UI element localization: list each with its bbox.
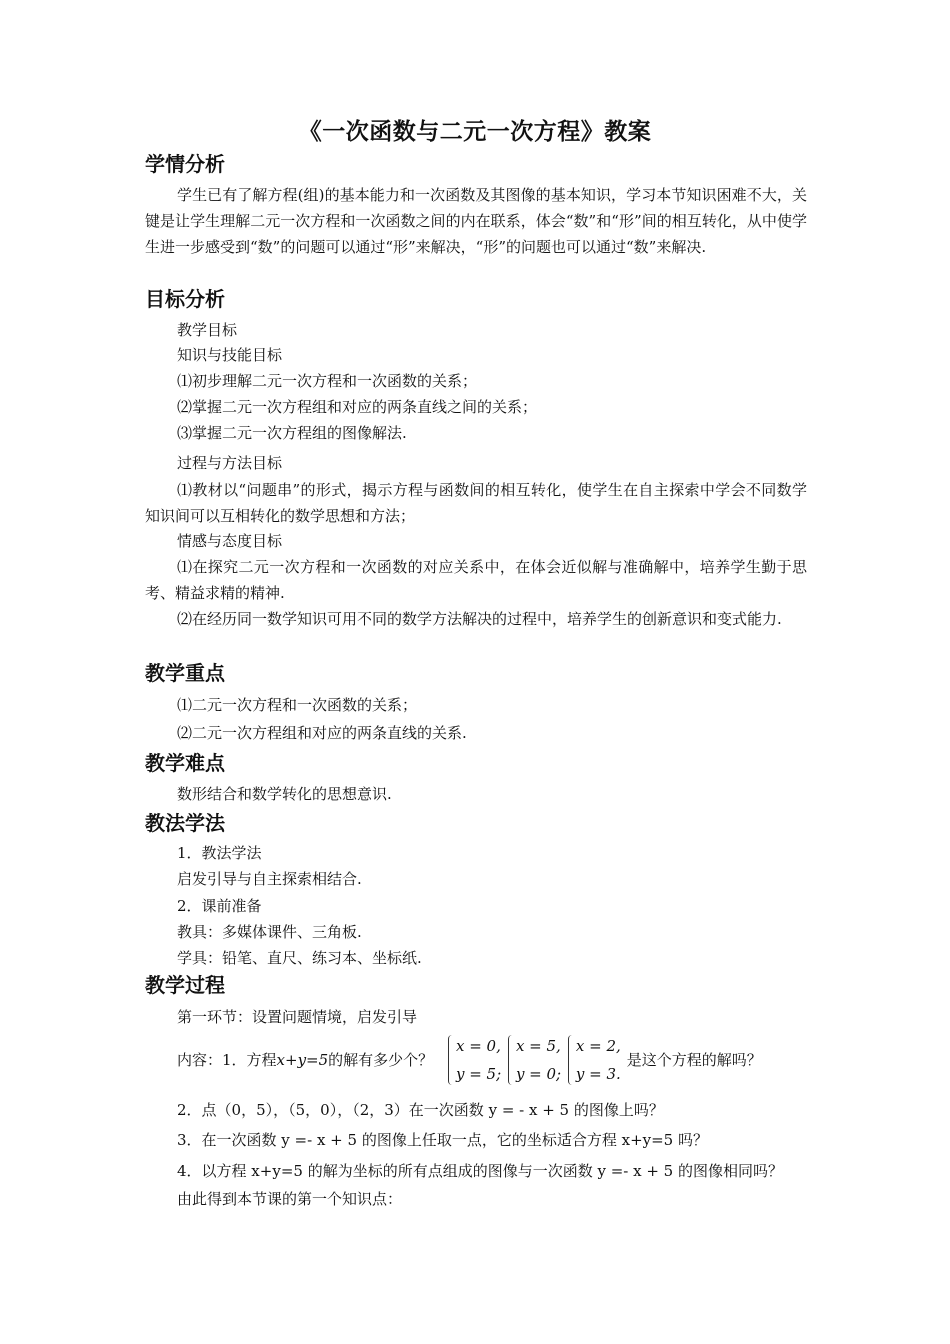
teacher-tools: 教具：多媒体课件、三角板.	[177, 923, 362, 941]
method-item-1-text: 启发引导与自主探索相结合.	[177, 870, 362, 888]
question-1-prefix: 内容：1．方程	[177, 1051, 277, 1069]
knowledge-item-3: ⑶掌握二元一次方程组的图像解法.	[177, 424, 407, 442]
left-brace	[568, 1035, 575, 1085]
key-point-1: ⑴二元一次方程和一次函数的关系；	[177, 696, 418, 714]
system-2-eq-1: x = 5,	[515, 1037, 561, 1055]
question-1-middle: 的解有多少个？	[328, 1051, 434, 1069]
equation-system-2	[508, 1032, 561, 1088]
difficulty-text: 数形结合和数学转化的思想意识.	[177, 785, 392, 803]
question-1-equation: x+y=5	[276, 1051, 329, 1069]
student-tools: 学具：铅笔、直尺、练习本、坐标纸.	[177, 949, 422, 967]
heading-xueqing: 学情分析	[145, 152, 225, 176]
knowledge-item-2: ⑵掌握二元一次方程组和对应的两条直线之间的关系；	[177, 398, 538, 416]
emotion-item-2: ⑵在经历同一数学知识可用不同的数学方法解决的过程中，培养学生的创新意识和变式能力.	[177, 610, 782, 628]
knowledge-item-1: ⑴初步理解二元一次方程和一次函数的关系；	[177, 372, 478, 390]
key-point-2: ⑵二元一次方程组和对应的两条直线的关系.	[177, 724, 467, 742]
question-1	[177, 1032, 762, 1088]
heading-jiaofa: 教法学法	[145, 811, 225, 835]
question-4: 4．以方程 x+y=5 的解为坐标的所有点组成的图像与一次函数 y =- x + 5 的图像相同吗？	[177, 1162, 783, 1180]
system-2-eq-2: y = 0;	[515, 1065, 562, 1083]
left-brace	[448, 1035, 455, 1085]
equation-system-3	[568, 1032, 621, 1088]
system-1-eq-1: x = 0,	[455, 1037, 501, 1055]
method-item-2-title: 2．课前准备	[177, 897, 262, 915]
heading-mubiao: 目标分析	[145, 287, 225, 311]
emotion-item-1: ⑴在探究二元一次方程和一次函数的对应关系中，在体会近似解与准确解中，培养学生勤于思考、精益求精的精神.	[145, 558, 807, 602]
system-3-eq-1: x = 2,	[575, 1037, 621, 1055]
question-1-suffix: 是这个方程的解吗？	[626, 1051, 762, 1069]
question-3: 3．在一次函数 y =- x + 5 的图像上任取一点，它的坐标适合方程 x+y=5 吗？	[177, 1131, 708, 1149]
heading-nandian: 教学难点	[145, 751, 225, 775]
left-brace	[508, 1035, 515, 1085]
knowledge-goal-title: 知识与技能目标	[177, 346, 283, 364]
process-goal-title: 过程与方法目标	[177, 454, 283, 472]
document-title: 《一次函数与二元一次方程》教案	[298, 119, 652, 145]
system-3-eq-2: y = 3.	[575, 1065, 621, 1083]
teaching-goal-label: 教学目标	[177, 321, 238, 339]
process-item-1: ⑴教材以“问题串”的形式，揭示方程与函数间的相互转化，使学生在自主探索中学会不同数学知识间可以互相转化的数学思想和方法；	[145, 481, 807, 525]
emotion-goal-title: 情感与态度目标	[177, 532, 283, 550]
system-1-eq-2: y = 5;	[455, 1065, 502, 1083]
conclusion-line: 由此得到本节课的第一个知识点：	[177, 1190, 403, 1208]
heading-zhongdian: 教学重点	[145, 661, 225, 685]
stage-1-title: 第一环节：设置问题情境，启发引导	[177, 1008, 418, 1026]
equation-systems	[448, 1032, 623, 1088]
equation-system-1	[448, 1032, 501, 1088]
method-item-1-title: 1．教法学法	[177, 844, 262, 862]
heading-guocheng: 教学过程	[145, 973, 225, 997]
paragraph-xueqing: 学生已有了解方程(组)的基本能力和一次函数及其图像的基本知识，学习本节知识困难不大，关键是让学生理解二元一次方程和一次函数之间的内在联系，体会“数”和“形”间的相互转化，从中使学生进一步感受到“数”的问题可以通过“形”来解决，“形”的问题也可以通过“数”来解决.	[145, 186, 807, 256]
question-2: 2．点（0，5），（5，0），（2，3）在一次函数 y = - x + 5 的图像上吗？	[177, 1101, 664, 1119]
